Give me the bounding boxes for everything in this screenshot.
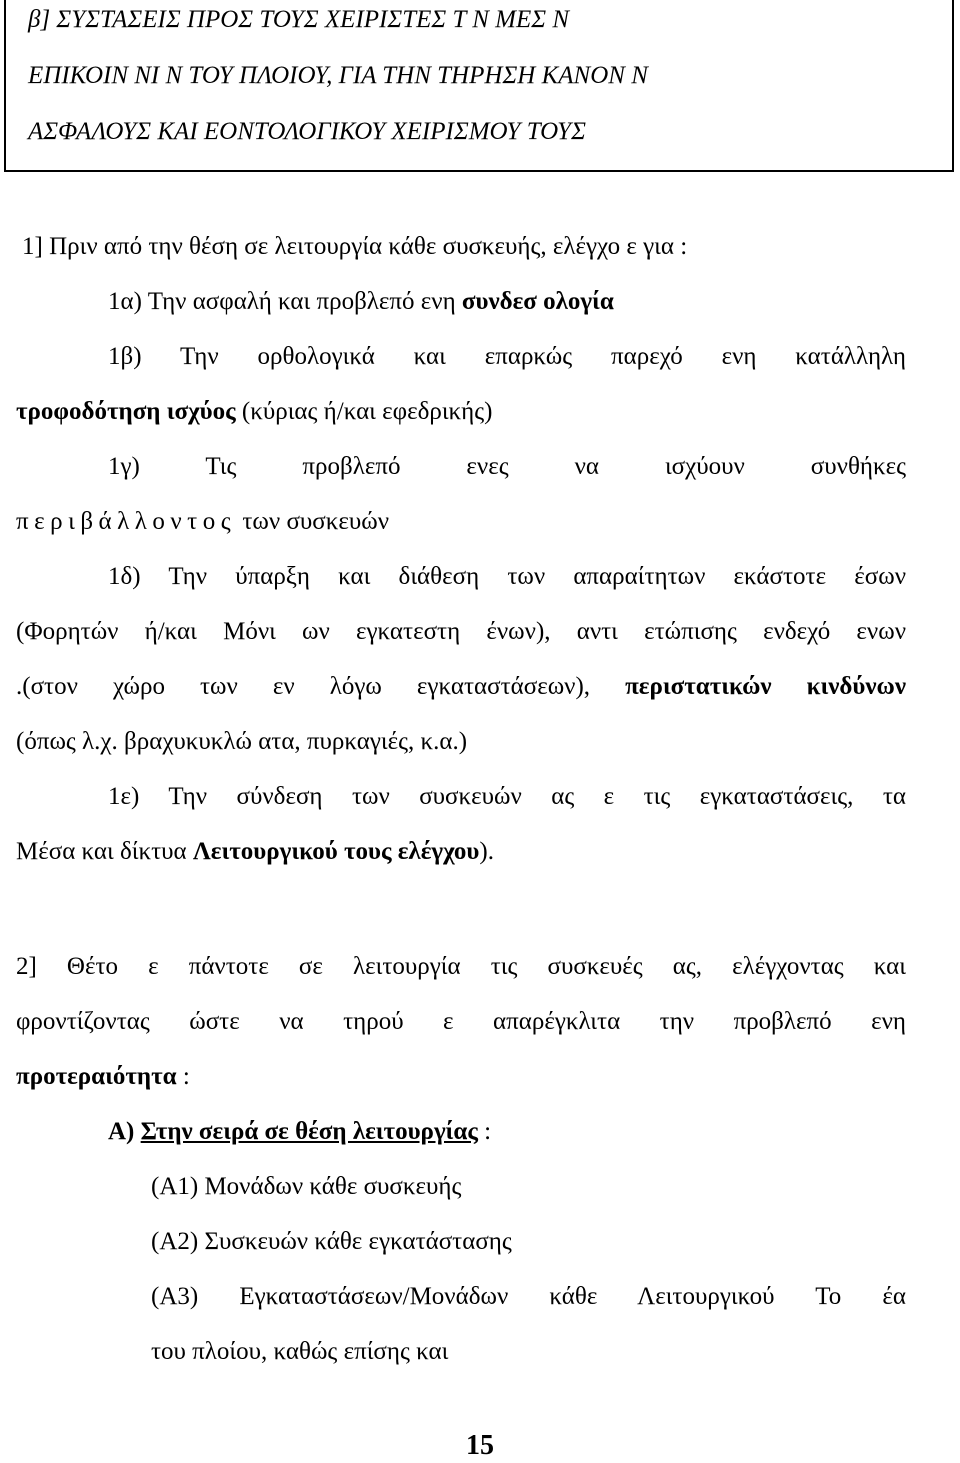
item-1e-pre: Μέσα και δίκτυα <box>16 838 193 865</box>
item-1e-bold: Λειτουργικού τους ελέγχου <box>192 838 480 865</box>
item-1d-line3 <box>16 672 906 702</box>
item-1d-line3-bold: περιστατικών κινδύνων <box>625 673 906 700</box>
item-1d-line1: 1δ) Την ύπαρξη και διάθεση των απαραίτητων εκάστοτε έσων <box>108 563 906 590</box>
page-number: 15 <box>466 1430 494 1461</box>
item-1e-line2 <box>16 837 494 867</box>
item-1a-text: 1α) Την ασφαλή και προβλεπό ενη <box>108 288 462 315</box>
header-line-2: ΕΠΙΚΟΙΝ ΝΙ Ν ΤΟΥ ΠΛΟΙΟΥ, ΓΙΑ ΤΗΝ ΤΗΡΗΣΗ ΚΑΝΟΝ Ν <box>28 62 648 89</box>
item-1d-line3-text: .(στον χώρο των εν λόγω εγκαταστάσεων), <box>16 673 626 700</box>
para-2-line3 <box>16 1062 190 1092</box>
header-line-3: ΑΣΦΑΛΟΥΣ ΚΑΙ ΕΟΝΤΟΛΟΓΙΚΟΥ ΧΕΙΡΙΣΜΟΥ ΤΟΥΣ <box>28 118 586 145</box>
item-1e-line1: 1ε) Την σύνδεση των συσκευών ας ε τις εγκαταστάσεις, τα <box>108 783 906 810</box>
item-1b-line1: 1β) Την ορθολογικά και επαρκώς παρεχό ενη κατάλληλη <box>108 343 906 370</box>
item-1c-line1: 1γ) Τις προβλεπό ενες να ισχύουν συνθήκες <box>108 453 906 480</box>
item-1c-rest: των συσκευών <box>236 508 390 535</box>
header-box <box>4 0 954 172</box>
para-2-line2: φροντίζοντας ώστε να τηρού ε απαρέγκλιτα την προβλεπό ενη <box>16 1008 906 1035</box>
para-2-line1: 2] Θέτο ε πάντοτε σε λειτουργία τις συσκευές ας, ελέγχοντας και <box>16 953 906 980</box>
item-1c-spaced: περιβάλλοντος <box>16 508 237 535</box>
item-1e-post: ). <box>479 838 494 865</box>
item-1d-line4: (όπως λ.χ. βραχυκυκλώ ατα, πυρκαγιές, κ.α.) <box>16 728 468 755</box>
item-1b-bold: τροφοδότηση ισχύος <box>16 398 236 425</box>
item-1a-bold: συνδεσ ολογία <box>461 288 614 315</box>
subsection-A <box>108 1117 491 1147</box>
para-1-intro: 1] Πριν από την θέση σε λειτουργία κάθε συσκευής, ελέγχο ε για : <box>22 233 688 260</box>
item-1a <box>108 287 614 317</box>
item-1b-line2 <box>16 397 492 427</box>
subsection-A-label: Α) <box>108 1118 141 1145</box>
priority-colon: : <box>176 1063 190 1090</box>
subsection-A-title: Στην σειρά σε θέση λειτουργίας <box>140 1118 478 1145</box>
item-A2: (Α2) Συσκευών κάθε εγκατάστασης <box>151 1228 512 1255</box>
item-1b-rest: (κύριας ή/και εφεδρικής) <box>235 398 493 425</box>
item-A1: (Α1) Μονάδων κάθε συσκευής <box>151 1173 462 1200</box>
item-1c-line2 <box>16 507 389 537</box>
header-line-1: β] ΣΥΣΤΑΣΕΙΣ ΠΡΟΣ ΤΟΥΣ ΧΕΙΡΙΣΤΕΣ Τ Ν ΜΕΣ Ν <box>28 6 570 33</box>
item-A3-line2: του πλοίου, καθώς επίσης και <box>151 1338 449 1365</box>
item-A3-line1: (Α3) Εγκαταστάσεων/Μονάδων κάθε Λειτουργικού Το έα <box>151 1283 906 1310</box>
priority-bold: προτεραιότητα <box>16 1063 177 1090</box>
item-1d-line2: (Φορητών ή/και Μόνι ων εγκατεστη ένων), αντι ετώπισης ενδεχό ενων <box>16 618 906 645</box>
subsection-A-colon: : <box>477 1118 492 1145</box>
